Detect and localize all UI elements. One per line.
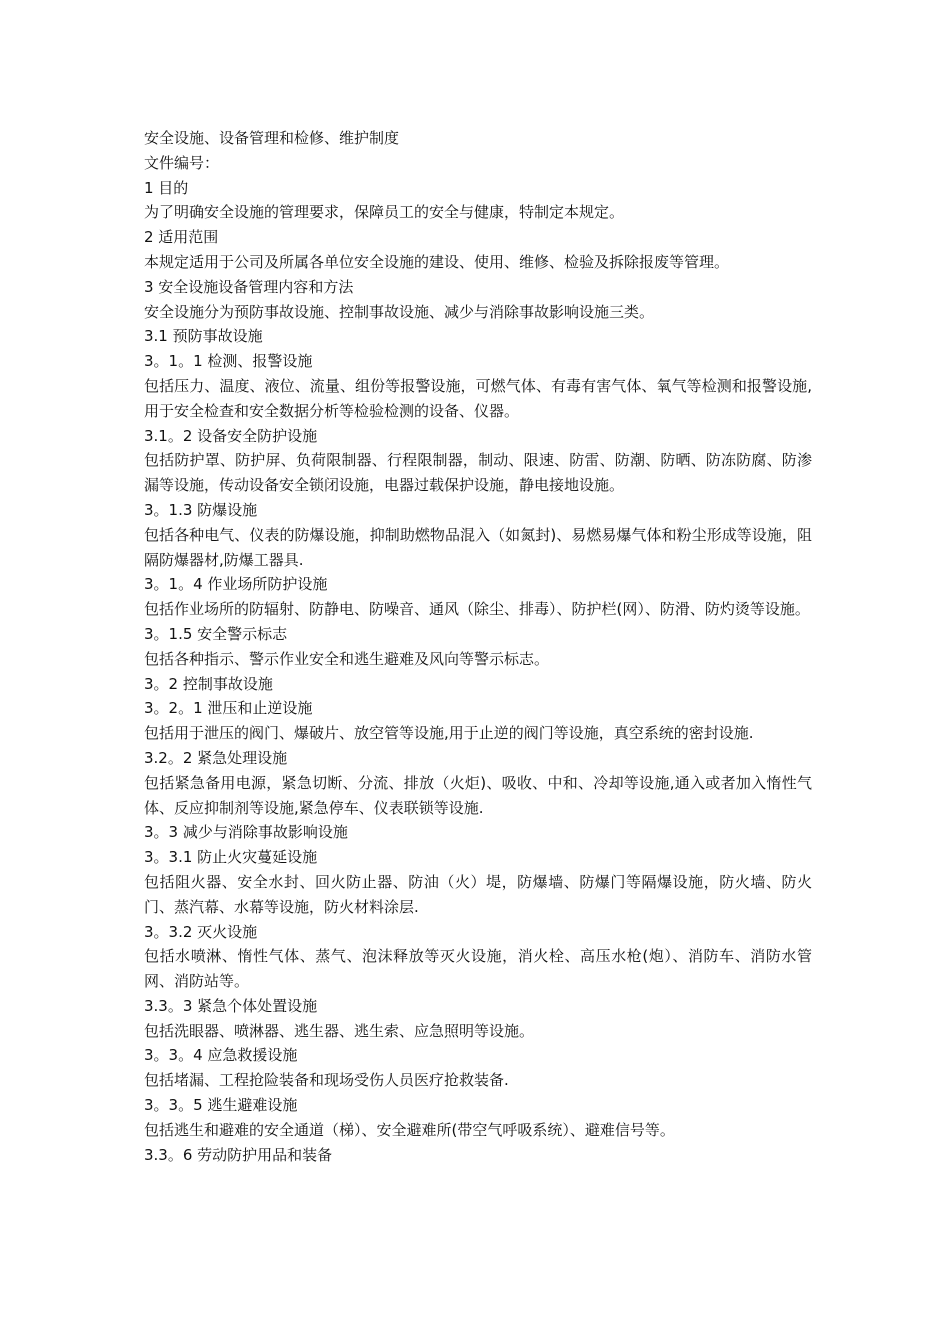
- paragraph: 包括作业场所的防辐射、防静电、防噪音、通风（除尘、排毒）、防护栏(网）、防滑、防灼烫等设施。: [144, 600, 810, 619]
- subsection-heading: 3.3。6 劳动防护用品和装备: [144, 1145, 333, 1164]
- document-number-label: 文件编号：: [144, 153, 220, 172]
- section-heading: 3 安全设施设备管理内容和方法: [144, 277, 354, 296]
- section-heading: 2 适用范围: [144, 228, 219, 247]
- paragraph: 包括逃生和避难的安全通道（梯）、安全避难所(带空气呼吸系统）、避难信号等。: [144, 1120, 675, 1139]
- paragraph: 包括水喷淋、惰性气体、蒸气、泡沫释放等灭火设施，消火栓、高压水枪(炮）、消防车、消防水管网、消防站等。: [144, 947, 812, 991]
- section-heading: 1 目的: [144, 178, 189, 197]
- paragraph: 包括阻火器、安全水封、回火防止器、防油（火）堤，防爆墙、防爆门等隔爆设施，防火墙、防火门、蒸汽幕、水幕等设施，防火材料涂层.: [144, 872, 812, 916]
- subsection-heading: 3。1。4 作业场所防护设施: [144, 575, 328, 594]
- paragraph: 包括各种指示、警示作业安全和逃生避难及风向等警示标志。: [144, 649, 550, 668]
- subsection-heading: 3。1.5 安全警示标志: [144, 624, 288, 643]
- subsection-heading: 3。2。1 泄压和止逆设施: [144, 699, 313, 718]
- subsection-heading: 3。3。4 应急救援设施: [144, 1046, 298, 1065]
- subsection-heading: 3。1.3 防爆设施: [144, 500, 258, 519]
- paragraph: 包括堵漏、工程抢险装备和现场受伤人员医疗抢救装备.: [144, 1071, 509, 1090]
- subsection-heading: 3.2。2 紧急处理设施: [144, 748, 288, 767]
- document-body: [144, 126, 812, 1167]
- subsection-heading: 3.3。3 紧急个体处置设施: [144, 996, 318, 1015]
- document-title: 安全设施、设备管理和检修、维护制度: [144, 129, 400, 147]
- subsection-heading: 3。3.1 防止火灾蔓延设施: [144, 848, 318, 867]
- paragraph: 包括各种电气、仪表的防爆设施，抑制助燃物品混入（如氮封)、易燃易爆气体和粉尘形成等设施，阻隔防爆器材,防爆工器具.: [144, 525, 812, 569]
- paragraph: 本规定适用于公司及所属各单位安全设施的建设、使用、维修、检验及拆除报废等管理。: [144, 252, 730, 271]
- paragraph: 包括紧急备用电源，紧急切断、分流、排放（火炬)、吸收、中和、冷却等设施,通入或者加入惰性气体、反应抑制剂等设施,紧急停车、仪表联锁等设施.: [144, 773, 812, 817]
- paragraph: 包括压力、温度、液位、流量、组份等报警设施，可燃气体、有毒有害气体、氧气等检测和报警设施,用于安全检查和安全数据分析等检验检测的设备、仪器。: [144, 376, 812, 420]
- section-heading: 3.1 预防事故设施: [144, 327, 263, 346]
- section-heading: 3。2 控制事故设施: [144, 674, 273, 693]
- subsection-heading: 3。1。1 检测、报警设施: [144, 352, 313, 371]
- subsection-heading: 3。3。5 逃生避难设施: [144, 1096, 298, 1115]
- paragraph: 包括防护罩、防护屏、负荷限制器、行程限制器，制动、限速、防雷、防潮、防晒、防冻防腐、防渗漏等设施，传动设备安全锁闭设施，电器过载保护设施，静电接地设施。: [144, 451, 812, 495]
- subsection-heading: 3。3.2 灭火设施: [144, 922, 258, 941]
- paragraph: 包括洗眼器、喷淋器、逃生器、逃生索、应急照明等设施。: [144, 1021, 535, 1040]
- section-heading: 3。3 减少与消除事故影响设施: [144, 823, 348, 842]
- paragraph: 安全设施分为预防事故设施、控制事故设施、减少与消除事故影响设施三类。: [144, 302, 655, 321]
- paragraph: 包括用于泄压的阀门、爆破片、放空管等设施,用于止逆的阀门等设施，真空系统的密封设施.: [144, 724, 754, 743]
- subsection-heading: 3.1。2 设备安全防护设施: [144, 426, 318, 445]
- paragraph: 为了明确安全设施的管理要求，保障员工的安全与健康，特制定本规定。: [144, 203, 625, 222]
